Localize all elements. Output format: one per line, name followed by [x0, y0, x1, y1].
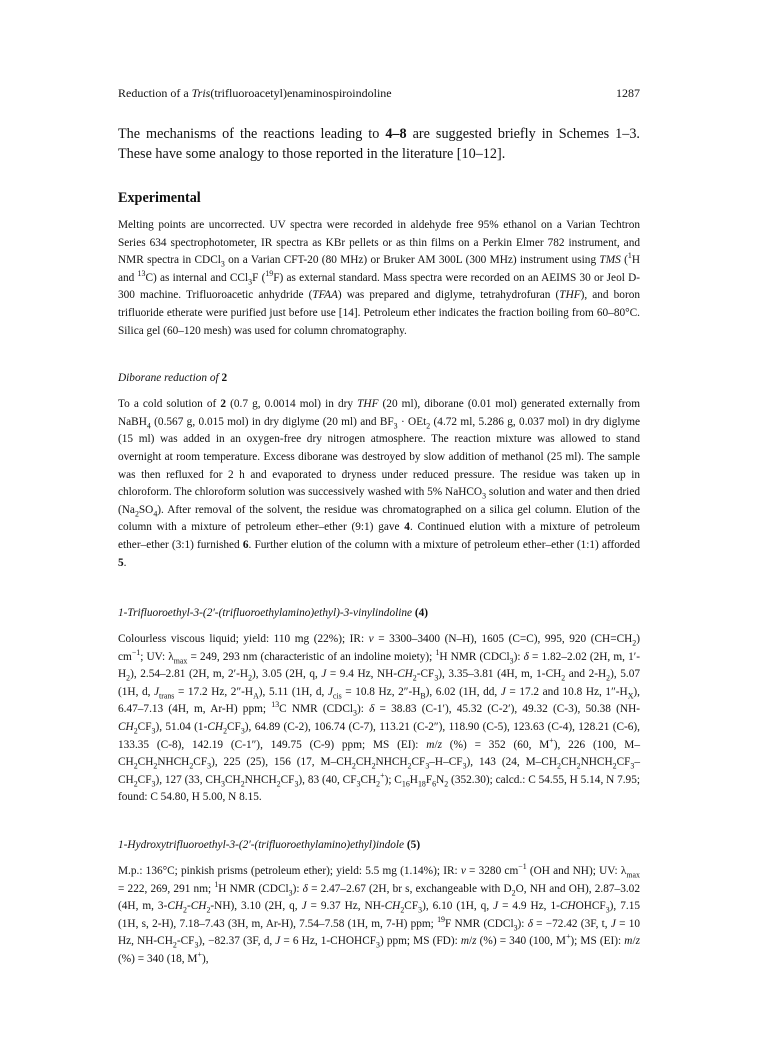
subheading-compound-5: 1-Hydroxytrifluoroethyl-3-(2′-(trifluoroethylamino)ethyl)indole (5) [118, 839, 421, 852]
subheading-compound-4: 1-Trifluoroethyl-3-(2′-(trifluoroethylamino)ethyl)-3-vinylindoline (4) [118, 607, 429, 620]
compound-5-characterization: M.p.: 136°C; pinkish prisms (petroleum ether); yield: 5.5 mg (1.14%); IR: ν = 3280 $cm^{-1}$ (OH and NH); UV: $\lambda_{max} = 222$, 269, 291 nm; $^1$H NMR (CDCl$_3$): δ = 2.47–2.67 (2H, br s, exchangeable with $D_2O$, NH and OH), 2.87–3.02 (4H, m, $3-CH_2-CH_2-NH$), 3.10 (2H, q, J = 9.37 Hz, $NH-CH_2CF_3$), 6.10 (1H, q, J = 4.9 Hz, $1-CHOHCF_3$), 7.15 (1H, s, 2-H), 7.18–7.43 (3H, m, Ar-H), 7.54–7.58 (1H, m, 7-H) ppm; $^{19}$F NMR (CDCl$_3$): δ = −72.42 (3F, t, J = 10 Hz, $NH-CH_2-CF_3$), −82.37 (3F, d, J = 6 Hz, $1-CHOHCF_3$) ppm; MS (FD): m/z (%) = 340 (100, M+); MS (EI): m/z (%) = 340 (18, M+), [118, 862, 641, 965]
running-header [118, 86, 640, 100]
diborane-procedure-paragraph: To a cold solution of 2 (0.7 g, 0.0014 mol) in dry THF (20 ml), diborane (0.01 mol) generated externally from NaBH$_4$ (0.567 g, 0.015 mol) in dry diglyme (20 ml) and $BF_3 \cdot OEt_2$ (4.72 ml, 5.286 g, 0.037 mol) in dry diglyme (15 ml) was added in an oxygen-free dry nitrogen atmosphere. The reaction mixture was allowed to stand overnight at room temperature. Excess diborane was destroyed by slow addition of methanol (25 ml). The sample was then refluxed for 2 h and evaporated to dryness under reduced pressure. The residue was taken up in chloroform. The chloroform solution was successively washed with 5% NaHCO$_3$ solution and water and then dried $(Na_2SO_4)$. After removal of the solvent, the residue was chromatographed on a silica gel column. Elution of the column with a mixture of petroleum ether–ether (9:1) gave 4. Continued elution with a mixture of petroleum ether–ether (3:1) furnished 6. Further elution of the column with a mixture of petroleum ether–ether (1:1) afforded 5. [118, 398, 641, 569]
page [118, 86, 640, 969]
subheading-diborane-reduction: Diborane reduction of 2 [118, 372, 228, 385]
lead-paragraph: The mechanisms of the reactions leading to 4–8 are suggested briefly in Schemes 1–3. These have some analogy to those reported in the literature [10–12]. [118, 126, 640, 162]
compound-4-characterization: Colourless viscous liquid; yield: 110 mg (22%); IR: ν = 3300–3400 (N–H), 1605 (C=C), 995, 920 $(CH=CH_2)$ $cm^{-1}$; UV: $\lambda_{max} = 249$, 293 nm (characteristic of an indoline moiety); $^1$H NMR (CDCl$_3$): δ = 1.82–2.02 (2H, m, $1'-H_2$), 2.54–2.81 (2H, m, $2'-H_2$), 3.05 (2H, q, J = 9.4 Hz, $NH-CH_2-CF_3$), 3.35–3.81 (4H, m, $1-CH_2$ and $2-H_2$), 5.07 (1H, d, $J_{trans} = 17.2$ Hz, $2''-H_A$), 5.11 (1H, d, $J_{cis} = 10.8$ Hz, $2''-H_B$), 6.02 (1H, dd, J = 17.2 and 10.8 Hz, $1''-H_X$), 6.47–7.13 (4H, m, Ar-H) ppm; $^{13}$C NMR (CDCl$_3$): δ = 38.83 (C-1′), 45.32 (C-2′), 49.32 (C-3), 50.38 $(NH-CH_2CF_3)$, 51.04 $(1-CH_2CF_3)$, 64.89 (C-2), 106.74 (C-7), 113.21 (C-2″), 118.90 (C-5), 123.63 (C-4), 128.21 (C-6), 133.35 (C-8), 142.19 (C-1″), 149.75 (C-9) ppm; MS (EI): m/z (%) = 352 (60, M+), 226 (100, $M-CH_2CH_2NHCH_2CF_3$), 225 (25), 156 (17, $M-CH_2CH_2NHCH_2CF_3-H-CF_3$), 143 (24, $M-CH_2CH_2NHCH_2CF_3-CH_2CF_3$), 127 (33, $CH_3CH_2NHCH_2CF_3$), 83 (40, $CF_3CH_2^+$); $C_{16}H_{18}F_6N_2$ (352.30); calcd.: C 54.55, H 5.14, N 7.95; found: C 54.80, H 5.00, N 8.15. [118, 633, 641, 804]
page-number: 1287 [616, 86, 640, 100]
running-title: Reduction of a Tris(trifluoroacetyl)enaminospiroindoline [118, 86, 392, 100]
section-heading-experimental: Experimental [118, 190, 201, 206]
experimental-paragraph: Melting points are uncorrected. UV spectra were recorded in aldehyde free 95% ethanol on a Varian Techtron Series 634 spectrophotometer, IR spectra as KBr pellets or as thin films on a Perkin Elmer 782 instrument, and NMR spectra in CDCl$_3$ on a Varian CFT-20 (80 MHz) or Bruker AM 300L (300 MHz) instrument using TMS ($^1$H and $^{13}$C) as internal and CCl$_3$F ($^{19}$F) as external standard. Mass spectra were recorded on an AEIMS 30 or Jeol D-300 machine. Trifluoroacetic anhydride (TFAA) was prepared and diglyme, tetrahydrofuran (THF), and boron trifluoride etherate were purified just before use [14]. Petroleum ether indicates the fraction boiling from 60–80°C. Silica gel (60–120 mesh) was used for column chromatography. [118, 219, 641, 337]
